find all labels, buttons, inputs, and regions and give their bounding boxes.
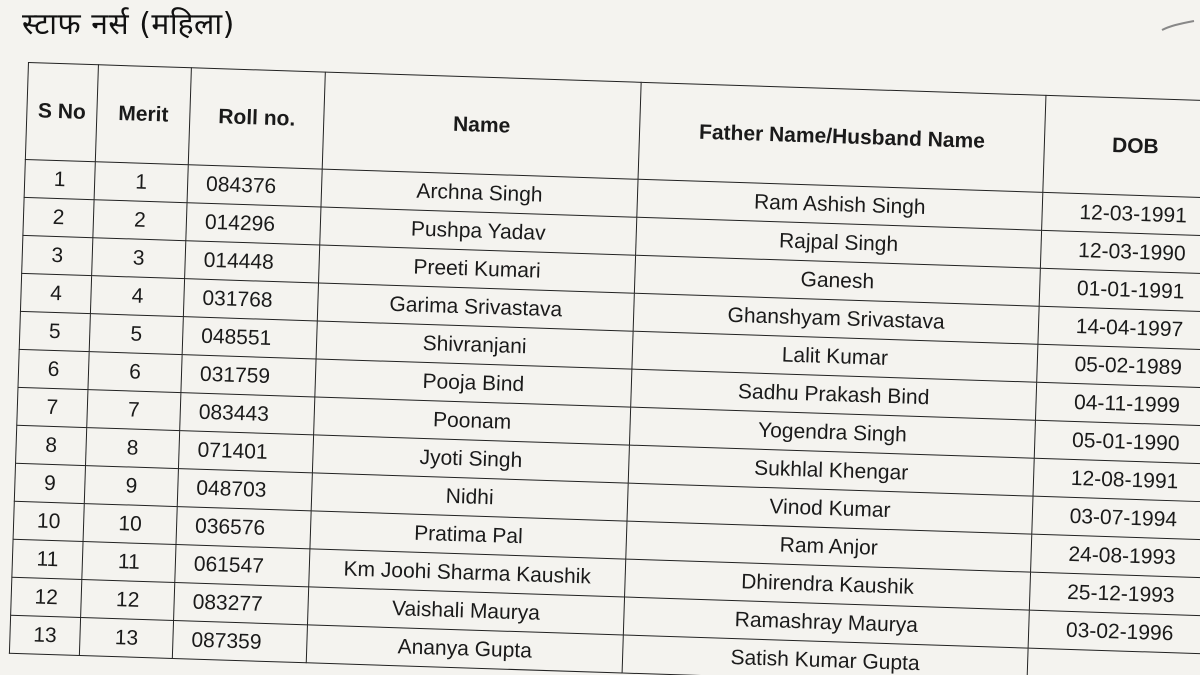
cell-sno: 12 [11,577,82,617]
cell-name: Shivranjani [316,321,633,369]
header-roll-no: Roll no. [188,68,325,169]
cell-merit: 11 [82,542,176,583]
cell-roll-no: 014296 [186,203,321,245]
cell-roll-no: 071401 [178,431,313,473]
cell-merit: 10 [83,504,177,545]
cell-name: Pratima Pal [310,511,627,559]
cell-name: Ananya Gupta [306,625,623,673]
cell-father-husband-name: Satish Kumar Gupta [622,635,1028,675]
cell-roll-no: 031759 [181,355,316,397]
cell-father-husband-name: Ram Anjor [626,521,1032,572]
cell-roll-no: 083277 [174,583,309,625]
cell-sno: 5 [19,311,90,351]
header-father-husband-name: Father Name/Husband Name [638,82,1046,192]
cell-merit: 4 [90,276,184,317]
cell-dob: 12-08-1991 [1033,458,1200,502]
cell-father-husband-name: Ramashray Maurya [623,597,1029,648]
cell-name: Km Joohi Sharma Kaushik [309,549,626,597]
cell-father-husband-name: Ghanshyam Srivastava [633,293,1039,344]
header-dob: DOB [1043,95,1200,198]
cell-dob: 05-01-1990 [1034,420,1200,464]
merit-list-sheet [9,62,1200,675]
cell-sno: 3 [22,235,93,275]
cell-roll-no: 087359 [172,620,307,662]
cell-name: Pushpa Yadav [320,207,637,255]
cell-dob: 14-04-1997 [1038,306,1200,350]
cell-sno: 10 [13,501,84,541]
header-merit: Merit [95,65,191,165]
cell-dob: 12-03-1990 [1040,230,1200,274]
table-body [9,159,1200,675]
cell-sno: 13 [9,615,80,655]
cell-dob: 04-11-1999 [1035,382,1200,426]
cell-roll-no: 048551 [182,317,317,359]
cell-father-husband-name: Vinod Kumar [627,483,1033,534]
page-title: स्टाफ नर्स (महिला) [22,7,235,42]
cell-father-husband-name: Rajpal Singh [636,217,1042,268]
cell-merit: 8 [86,428,180,469]
cell-sno: 11 [12,539,83,579]
cell-merit: 5 [89,314,183,355]
cell-name: Pooja Bind [315,359,632,407]
cell-dob: 25-12-1993 [1029,572,1200,616]
cell-father-husband-name: Dhirendra Kaushik [625,559,1031,610]
cell-father-husband-name: Ram Ashish Singh [637,179,1043,230]
cell-merit: 6 [88,352,182,393]
cell-dob: 24-08-1993 [1031,534,1200,578]
cell-sno: 7 [17,387,88,427]
cell-merit: 1 [94,162,188,203]
header-name: Name [322,72,641,179]
cell-name: Preeti Kumari [319,245,636,293]
cell-sno: 6 [18,349,89,389]
cell-dob [1027,648,1200,675]
merit-list-table [9,62,1200,675]
cell-roll-no: 048703 [177,469,312,511]
cell-roll-no: 083443 [180,393,315,435]
cell-father-husband-name: Sadhu Prakash Bind [631,369,1037,420]
cell-name: Poonam [314,397,631,445]
cell-name: Vaishali Maurya [307,587,624,635]
cell-name: Garima Srivastava [317,283,634,331]
cell-name: Archna Singh [321,169,638,217]
pen-mark [1160,18,1196,34]
cell-father-husband-name: Sukhlal Khengar [628,445,1034,496]
cell-merit: 9 [84,466,178,507]
cell-sno: 2 [23,197,94,237]
cell-father-husband-name: Lalit Kumar [632,331,1038,382]
cell-roll-no: 061547 [175,545,310,587]
cell-dob: 12-03-1991 [1042,192,1200,236]
cell-dob: 03-07-1994 [1032,496,1200,540]
cell-sno: 1 [24,159,95,199]
cell-sno: 9 [14,463,85,503]
cell-name: Jyoti Singh [312,435,629,483]
cell-merit: 13 [79,617,173,658]
cell-name: Nidhi [311,473,628,521]
cell-roll-no: 036576 [176,507,311,549]
cell-sno: 4 [20,273,91,313]
cell-father-husband-name: Ganesh [634,255,1040,306]
cell-roll-no: 014448 [185,241,320,283]
cell-dob: 03-02-1996 [1028,610,1200,654]
header-sno: S No [25,63,98,162]
cell-father-husband-name: Yogendra Singh [629,407,1035,458]
cell-dob: 01-01-1991 [1039,268,1200,312]
cell-dob: 05-02-1989 [1037,344,1200,388]
cell-roll-no: 031768 [183,279,318,321]
cell-merit: 2 [93,200,187,241]
cell-roll-no: 084376 [187,165,322,207]
cell-merit: 3 [92,238,186,279]
cell-sno: 8 [16,425,87,465]
cell-merit: 7 [87,390,181,431]
cell-merit: 12 [81,580,175,621]
